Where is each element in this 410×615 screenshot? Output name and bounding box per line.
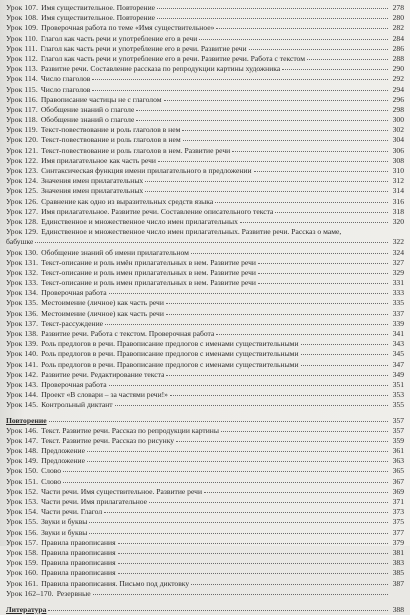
page-number: 284 bbox=[392, 33, 404, 43]
lesson-title: Текст-рассуждение bbox=[41, 318, 104, 328]
lesson-title: Развитие речи. Редактирование текста bbox=[41, 369, 165, 379]
dot-leader bbox=[216, 334, 388, 335]
dot-leader bbox=[93, 594, 388, 595]
lesson-title: Правила правописания bbox=[41, 537, 116, 547]
dot-leader bbox=[301, 344, 388, 345]
lesson-number: Урок 150. bbox=[6, 466, 39, 476]
dot-leader bbox=[63, 471, 388, 472]
toc-row[interactable] bbox=[6, 217, 404, 227]
lesson-title: Части речи. Имя существительное. Развитие речи bbox=[41, 486, 203, 496]
page-number: 377 bbox=[392, 527, 404, 537]
dot-leader bbox=[182, 130, 388, 131]
toc-block-3 bbox=[6, 426, 404, 599]
page-number: 375 bbox=[392, 517, 404, 527]
lesson-number: Урок 161. bbox=[6, 578, 39, 588]
toc-row[interactable] bbox=[6, 507, 404, 517]
lesson-title: Текст-повествование и роль глаголов в нем bbox=[40, 125, 181, 135]
lesson-title: Части речи. Глагол bbox=[41, 507, 103, 517]
lesson-number: Урок 151. bbox=[6, 476, 39, 486]
toc-row[interactable] bbox=[6, 105, 404, 115]
lesson-title: Местоимение (личное) как часть речи bbox=[41, 308, 164, 318]
dot-leader bbox=[104, 512, 388, 513]
lesson-title: Контрольный диктант bbox=[41, 400, 113, 410]
lesson-number: Урок 155. bbox=[6, 517, 39, 527]
dot-leader bbox=[307, 59, 388, 60]
lesson-number: Урок 135. bbox=[6, 298, 39, 308]
lesson-number: Урок 160. bbox=[6, 568, 39, 578]
lesson-title: Роль предлогов в речи. Правописание предлогов с именами существительными bbox=[41, 359, 299, 369]
dot-leader bbox=[49, 421, 388, 422]
lesson-title: Глагол как часть речи и употребление его в речи bbox=[40, 33, 198, 43]
page-number: 320 bbox=[392, 216, 404, 226]
lesson-title: Проект «В словари – за частями речи!» bbox=[41, 390, 168, 400]
page-number: 369 bbox=[392, 486, 404, 496]
toc-row[interactable] bbox=[6, 146, 404, 156]
toc-row[interactable] bbox=[6, 466, 404, 476]
dot-leader bbox=[166, 303, 388, 304]
lesson-title: Имя существительное. Повторение bbox=[41, 13, 156, 23]
lesson-title: Правила правописания. Письмо под диктовку bbox=[41, 578, 190, 588]
dot-leader bbox=[105, 324, 388, 325]
lesson-title: Звуки и буквы bbox=[41, 517, 88, 527]
lesson-number: Урок 140. bbox=[6, 349, 39, 359]
page-number: 280 bbox=[392, 13, 404, 23]
dot-leader bbox=[63, 482, 388, 483]
lesson-number: Урок 113. bbox=[6, 64, 38, 74]
dot-leader bbox=[183, 140, 388, 141]
toc-row[interactable] bbox=[6, 309, 404, 319]
lesson-title: Части речи. Имя прилагательное bbox=[41, 497, 148, 506]
page-number: 331 bbox=[392, 278, 404, 288]
dot-leader bbox=[254, 171, 388, 172]
toc-block-2 bbox=[6, 248, 404, 411]
page-number: 337 bbox=[392, 308, 404, 318]
section-title: Литература bbox=[6, 604, 47, 614]
section-heading-literature[interactable] bbox=[6, 605, 404, 615]
toc-row[interactable] bbox=[6, 390, 404, 400]
toc-row[interactable] bbox=[6, 258, 404, 268]
lesson-number: Урок 144. bbox=[6, 390, 39, 400]
page-number: 351 bbox=[392, 379, 404, 389]
page-number: 314 bbox=[392, 186, 404, 196]
lesson-number: Урок 111. bbox=[6, 43, 38, 53]
lesson-title: Звуки и буквы bbox=[41, 527, 88, 537]
section-title: Повторение bbox=[6, 415, 47, 425]
toc-block-1 bbox=[6, 3, 404, 227]
dot-leader bbox=[191, 584, 388, 585]
lesson-number: Урок 132. bbox=[6, 267, 39, 277]
lesson-number: Урок 143. bbox=[6, 379, 39, 389]
page-number: 324 bbox=[392, 247, 404, 257]
lesson-title: Роль предлогов в речи. Правописание предлогов с именами существительными bbox=[41, 339, 299, 349]
page-number: 345 bbox=[392, 349, 404, 359]
page-number: 383 bbox=[392, 558, 404, 568]
toc-row[interactable] bbox=[6, 487, 404, 497]
page-number: 302 bbox=[392, 125, 404, 135]
dot-leader bbox=[301, 354, 388, 355]
lesson-number: Урок 153. bbox=[6, 497, 39, 506]
lesson-number: Урок 114. bbox=[6, 74, 38, 84]
lesson-title: Местоимение (личное) как часть речи bbox=[41, 298, 164, 308]
lesson-number: Урок 141. bbox=[6, 359, 39, 369]
lesson-title: Проверочная работа bbox=[41, 288, 107, 298]
toc-row[interactable] bbox=[6, 548, 404, 558]
page-number: 385 bbox=[392, 568, 404, 578]
lesson-number: Урок 146. bbox=[6, 425, 39, 435]
page-number: 373 bbox=[392, 507, 404, 517]
lesson-number: Урок 124. bbox=[6, 176, 39, 186]
lesson-number: Урок 126. bbox=[6, 196, 39, 206]
dot-leader bbox=[176, 441, 388, 442]
dot-leader bbox=[89, 522, 388, 523]
toc-row[interactable] bbox=[6, 186, 404, 196]
page-number: 327 bbox=[392, 257, 404, 267]
toc-row[interactable] bbox=[6, 477, 404, 487]
dot-leader bbox=[249, 49, 388, 50]
page-number: 335 bbox=[392, 298, 404, 308]
lesson-title: Имя прилагательное. Развитие речи. Составление описательного текста bbox=[41, 206, 274, 216]
page-number: 388 bbox=[392, 604, 404, 614]
lesson-title: Текст-повествование и роль глаголов в нем. Развитие речи bbox=[41, 145, 231, 155]
page-number: 290 bbox=[392, 64, 404, 74]
lesson-title: Число глаголов bbox=[40, 74, 91, 84]
dot-leader bbox=[221, 431, 388, 432]
lesson-number: Урок 158. bbox=[6, 547, 39, 557]
page-number: 349 bbox=[392, 369, 404, 379]
lesson-title: Единственное и множественное число имен прилагательных bbox=[41, 216, 238, 226]
toc-row[interactable] bbox=[6, 456, 404, 466]
lesson-number: Урок 120. bbox=[6, 135, 39, 145]
dot-leader bbox=[191, 253, 388, 254]
dot-leader bbox=[166, 314, 388, 315]
toc-row[interactable] bbox=[6, 400, 404, 410]
dot-leader bbox=[87, 461, 388, 462]
lesson-title: Текст. Развитие речи. Рассказ по рисунку bbox=[41, 435, 175, 445]
page-number: 288 bbox=[392, 53, 404, 63]
lesson-number: Урок 134. bbox=[6, 288, 39, 298]
lesson-number: Урок 154. bbox=[6, 507, 39, 517]
lesson-number: Урок 139. bbox=[6, 339, 39, 349]
toc-row[interactable] bbox=[6, 589, 404, 599]
lesson-title: Имя существительное. Повторение bbox=[41, 3, 156, 12]
toc-row[interactable] bbox=[6, 517, 404, 527]
lesson-number: Урок 130. bbox=[6, 247, 39, 257]
toc-row[interactable] bbox=[6, 288, 404, 298]
toc-row[interactable] bbox=[6, 135, 404, 145]
toc-row[interactable] bbox=[6, 207, 404, 217]
page-number: 300 bbox=[392, 115, 404, 125]
lesson-title: Развитие речи. Работа с текстом. Проверочная работа bbox=[41, 329, 215, 338]
page-number: 294 bbox=[392, 84, 404, 94]
page-number: 355 bbox=[392, 400, 404, 410]
lesson-title: Обобщение знаний о глаголе bbox=[40, 115, 135, 125]
toc-row[interactable] bbox=[6, 497, 404, 507]
lesson-number: Урок 149. bbox=[6, 456, 39, 466]
toc-row[interactable] bbox=[6, 3, 404, 13]
lesson-title: Имя прилагательное как часть речи bbox=[41, 155, 156, 165]
dot-leader bbox=[258, 263, 388, 264]
dot-leader bbox=[118, 563, 388, 564]
page-number: 296 bbox=[392, 94, 404, 104]
page-number: 379 bbox=[392, 537, 404, 547]
dot-leader bbox=[275, 212, 388, 213]
dot-leader bbox=[118, 573, 388, 574]
page-number: 278 bbox=[392, 3, 404, 12]
dot-leader bbox=[204, 492, 388, 493]
lesson-title: Текст-описание и роль имен прилагательных в нем. Развитие речи bbox=[41, 278, 256, 288]
page-number: 306 bbox=[392, 145, 404, 155]
page-number: 339 bbox=[392, 318, 404, 328]
toc-row[interactable] bbox=[6, 568, 404, 578]
page-number: 359 bbox=[392, 435, 404, 445]
lesson-number: Урок 109. bbox=[6, 23, 39, 33]
dot-leader bbox=[92, 79, 388, 80]
toc-row[interactable] bbox=[6, 156, 404, 166]
dot-leader bbox=[48, 610, 388, 611]
page-number: 365 bbox=[392, 466, 404, 476]
lesson-number: Урок 162–170. bbox=[6, 588, 54, 598]
dot-leader bbox=[109, 385, 388, 386]
dot-leader bbox=[92, 90, 388, 91]
lesson-number: Урок 127. bbox=[6, 206, 39, 216]
section-heading-review[interactable] bbox=[6, 416, 404, 426]
toc-row[interactable] bbox=[6, 95, 404, 105]
lesson-title: Обобщение знаний об имени прилагательном bbox=[41, 247, 189, 257]
toc-row[interactable] bbox=[6, 370, 404, 380]
lesson-title: Предложение bbox=[41, 456, 85, 466]
dot-leader bbox=[87, 451, 388, 452]
dot-leader bbox=[258, 283, 388, 284]
dot-leader bbox=[109, 293, 388, 294]
page-number: 298 bbox=[392, 104, 404, 114]
dot-leader bbox=[115, 405, 388, 406]
page-number: 316 bbox=[392, 196, 404, 206]
dot-leader bbox=[157, 18, 388, 19]
lesson-number: Урок 108. bbox=[6, 13, 39, 23]
page-number: 353 bbox=[392, 390, 404, 400]
toc-row[interactable] bbox=[6, 329, 404, 339]
dot-leader bbox=[258, 273, 388, 274]
lesson-title: Правописание частицы не с глаголом bbox=[40, 94, 162, 104]
page-number: 312 bbox=[392, 176, 404, 186]
page-number: 363 bbox=[392, 456, 404, 466]
page-number: 304 bbox=[392, 135, 404, 145]
lesson-title: Проверочная работа по теме «Имя существительное» bbox=[41, 23, 215, 33]
dot-leader bbox=[145, 181, 388, 182]
lesson-title: Правила правописания bbox=[41, 558, 116, 568]
lesson-title: Проверочная работа bbox=[41, 379, 107, 389]
lesson-number: Урок 152. bbox=[6, 486, 39, 496]
page-number: 343 bbox=[392, 339, 404, 349]
lesson-title-continued: бабушке bbox=[6, 237, 34, 247]
dot-leader bbox=[216, 28, 388, 29]
lesson-title: Синтаксическая функция имени прилагательного в предложении bbox=[41, 166, 252, 175]
lesson-number: Урок 118. bbox=[6, 115, 38, 125]
dot-leader bbox=[35, 242, 388, 243]
page-number: 308 bbox=[392, 155, 404, 165]
dot-leader bbox=[136, 110, 388, 111]
lesson-number: Урок 138. bbox=[6, 329, 39, 338]
page-number: 371 bbox=[392, 497, 404, 506]
lesson-number: Урок 119. bbox=[6, 125, 38, 135]
page-number: 322 bbox=[392, 237, 404, 247]
toc-row[interactable] bbox=[6, 426, 404, 436]
lesson-number: Урок 131. bbox=[6, 257, 39, 267]
dot-leader bbox=[166, 375, 388, 376]
lesson-title: Слово bbox=[41, 466, 62, 476]
lesson-title: Роль предлогов в речи. Правописание предлогов с именами существительными bbox=[41, 349, 299, 359]
page-number: 310 bbox=[392, 166, 404, 175]
toc-row[interactable] bbox=[6, 380, 404, 390]
lesson-title: Развитие речи. Составление рассказа по репродукции картины художника bbox=[40, 64, 281, 74]
lesson-title: Слово bbox=[41, 476, 62, 486]
lesson-title: Текст. Развитие речи. Рассказ по репродукции картины bbox=[41, 425, 219, 435]
page-number: 286 bbox=[392, 43, 404, 53]
page-number: 329 bbox=[392, 267, 404, 277]
lesson-number: Урок 137. bbox=[6, 318, 39, 328]
lesson-number: Урок 148. bbox=[6, 446, 39, 456]
toc-row[interactable] bbox=[6, 558, 404, 568]
toc-row[interactable] bbox=[6, 23, 404, 33]
page-number: 387 bbox=[392, 578, 404, 588]
toc-row[interactable] bbox=[6, 54, 404, 64]
lesson-title: Значения имен прилагательных bbox=[41, 176, 144, 186]
lesson-number: Урок 159. bbox=[6, 558, 39, 568]
dot-leader bbox=[301, 365, 388, 366]
lesson-title: Значения имен прилагательных bbox=[41, 186, 144, 196]
lesson-number: Урок 133. bbox=[6, 278, 39, 288]
dot-leader bbox=[145, 191, 388, 192]
page-number: 282 bbox=[392, 23, 404, 33]
lesson-number: Урок 116. bbox=[6, 94, 38, 104]
toc-row[interactable] bbox=[6, 34, 404, 44]
lesson-number: Урок 145. bbox=[6, 400, 39, 410]
table-of-contents bbox=[6, 3, 404, 615]
page-number: 333 bbox=[392, 288, 404, 298]
page-number: 381 bbox=[392, 547, 404, 557]
dot-leader bbox=[232, 151, 388, 152]
page-number: 367 bbox=[392, 476, 404, 486]
page-number: 347 bbox=[392, 359, 404, 369]
lesson-title: Единственное и множественное число имен прилагательных. Развитие речи. Рассказ о маме, bbox=[41, 227, 342, 237]
lesson-number: Урок 129. bbox=[6, 227, 39, 237]
toc-row[interactable] bbox=[6, 360, 404, 370]
lesson-title: Правила правописания bbox=[41, 568, 116, 578]
dot-leader bbox=[282, 69, 388, 70]
lesson-title: Текст-описание и роль имён прилагательных в нем. Развитие речи bbox=[41, 257, 256, 267]
page-number: 361 bbox=[392, 446, 404, 456]
lesson-title: Число глаголов bbox=[40, 84, 91, 94]
lesson-number: Урок 107. bbox=[6, 3, 39, 12]
lesson-number: Урок 122. bbox=[6, 155, 39, 165]
lesson-number: Урок 117. bbox=[6, 104, 38, 114]
toc-row[interactable] bbox=[6, 278, 404, 288]
toc-row[interactable] bbox=[6, 125, 404, 135]
toc-row[interactable] bbox=[6, 538, 404, 548]
page-number: 357 bbox=[392, 425, 404, 435]
toc-row-lesson-129[interactable] bbox=[6, 227, 404, 237]
lesson-title: Сравнение как одно из выразительных средств языка bbox=[41, 196, 214, 206]
toc-row[interactable] bbox=[6, 115, 404, 125]
page-number: 318 bbox=[392, 206, 404, 216]
lesson-number: Урок 121. bbox=[6, 145, 39, 155]
page-number: 292 bbox=[392, 74, 404, 84]
lesson-number: Урок 156. bbox=[6, 527, 39, 537]
toc-row-lesson-129-cont[interactable] bbox=[6, 237, 404, 247]
toc-row[interactable] bbox=[6, 298, 404, 308]
toc-row[interactable] bbox=[6, 349, 404, 359]
lesson-title: Глагол как часть речи и употребление его в речи. Развитие речи. Работа с текстом bbox=[40, 53, 306, 63]
toc-row[interactable] bbox=[6, 197, 404, 207]
dot-leader bbox=[164, 100, 388, 101]
lesson-number: Урок 123. bbox=[6, 166, 39, 175]
toc-row[interactable] bbox=[6, 268, 404, 278]
lesson-number: Урок 110. bbox=[6, 33, 38, 43]
lesson-title: Обобщение знаний о глаголе bbox=[40, 104, 135, 114]
toc-row[interactable] bbox=[6, 446, 404, 456]
toc-row[interactable] bbox=[6, 85, 404, 95]
lesson-number: Урок 115. bbox=[6, 84, 38, 94]
dot-leader bbox=[215, 202, 388, 203]
dot-leader bbox=[118, 553, 388, 554]
dot-leader bbox=[158, 161, 388, 162]
toc-row[interactable] bbox=[6, 176, 404, 186]
toc-row[interactable] bbox=[6, 579, 404, 589]
lesson-title: Предложение bbox=[41, 446, 85, 456]
lesson-title: Текст-повествование и роль глаголов в нем bbox=[41, 135, 181, 145]
lesson-number: Урок 142. bbox=[6, 369, 39, 379]
page-number: 357 bbox=[392, 415, 404, 425]
toc-row[interactable] bbox=[6, 248, 404, 258]
lesson-title: Текст-описание и роль имен прилагательных в нем. Развитие речи bbox=[41, 267, 256, 277]
dot-leader bbox=[240, 222, 388, 223]
lesson-number: Урок 157. bbox=[6, 537, 39, 547]
toc-row[interactable] bbox=[6, 339, 404, 349]
toc-row[interactable] bbox=[6, 528, 404, 538]
dot-leader bbox=[157, 8, 388, 9]
lesson-number: Урок 136. bbox=[6, 308, 39, 318]
lesson-title: Правила правописания bbox=[41, 547, 116, 557]
lesson-number: Урок 112. bbox=[6, 53, 38, 63]
lesson-title: Резервные bbox=[56, 588, 91, 598]
toc-row[interactable] bbox=[6, 166, 404, 176]
toc-row[interactable] bbox=[6, 74, 404, 84]
lesson-title: Глагол как часть речи и употребление его в речи. Развитие речи bbox=[40, 43, 247, 53]
toc-row[interactable] bbox=[6, 44, 404, 54]
toc-row[interactable] bbox=[6, 64, 404, 74]
dot-leader bbox=[199, 39, 388, 40]
dot-leader bbox=[136, 120, 388, 121]
lesson-number: Урок 125. bbox=[6, 186, 39, 196]
toc-row[interactable] bbox=[6, 319, 404, 329]
dot-leader bbox=[170, 395, 388, 396]
lesson-number: Урок 128. bbox=[6, 216, 39, 226]
toc-row[interactable] bbox=[6, 436, 404, 446]
page-number: 341 bbox=[392, 329, 404, 338]
dot-leader bbox=[149, 502, 388, 503]
dot-leader bbox=[118, 543, 388, 544]
dot-leader bbox=[89, 533, 388, 534]
toc-row[interactable] bbox=[6, 13, 404, 23]
lesson-number: Урок 147. bbox=[6, 435, 39, 445]
